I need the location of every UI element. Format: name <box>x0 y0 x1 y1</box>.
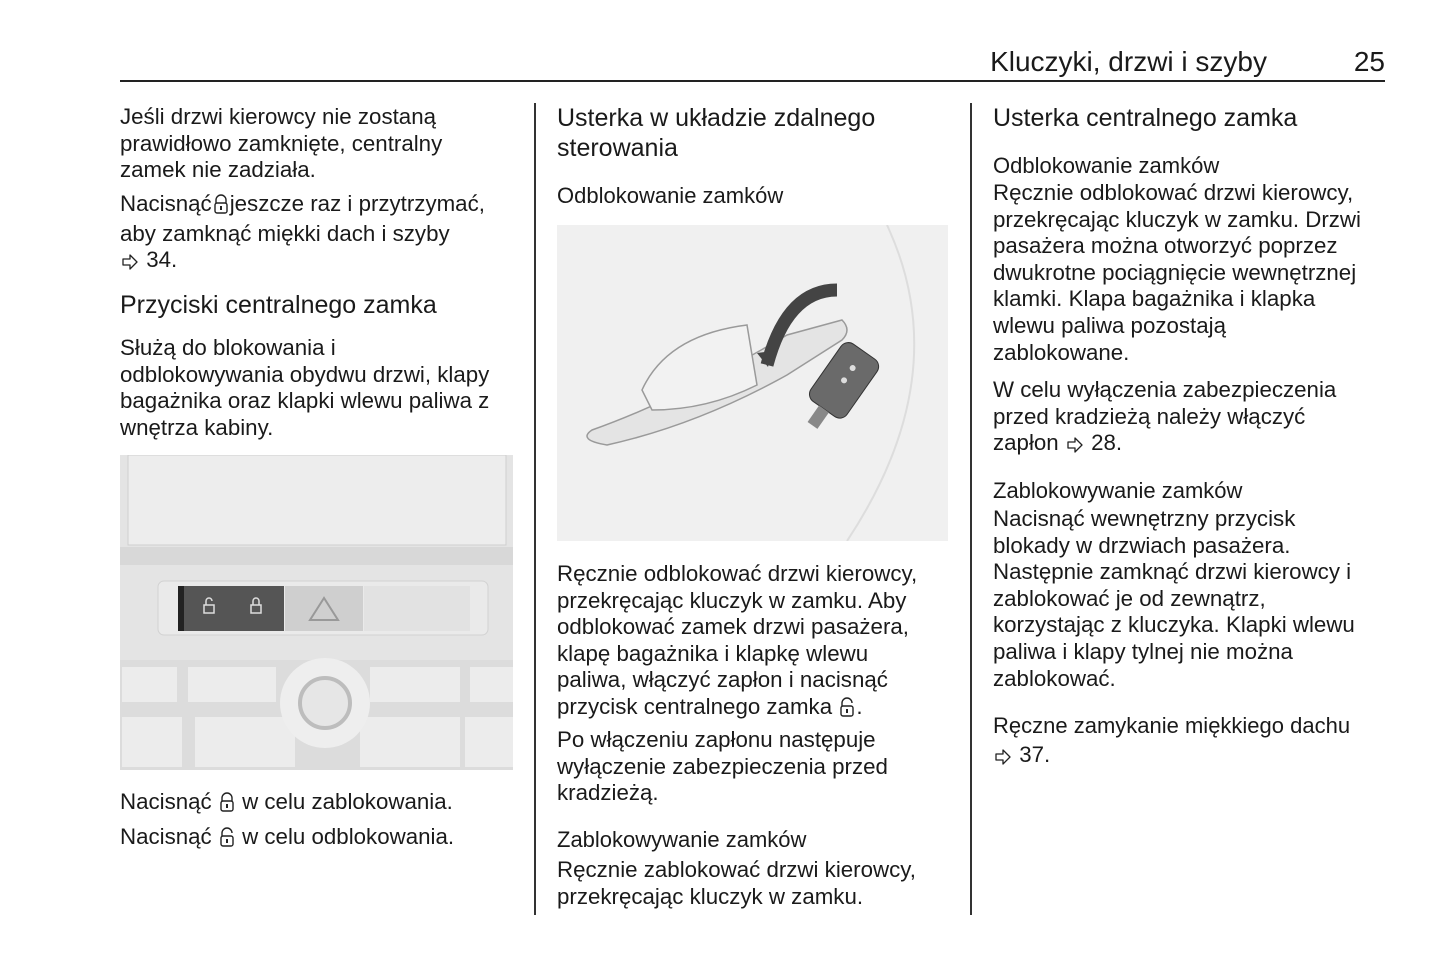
page-reference-arrow-icon <box>122 250 138 277</box>
text-line <box>120 104 442 131</box>
text: przed kradzieżą należy włączyć <box>993 403 1306 429</box>
text-line <box>120 157 442 184</box>
text: odblokować zamek drzwi pasażera, <box>557 614 909 640</box>
text-line <box>120 221 485 248</box>
chapter-title: Kluczyki, drzwi i szyby <box>990 46 1267 77</box>
text: dwukrotne pociągnięcie wewnętrznej <box>993 259 1357 285</box>
text-line <box>557 827 806 853</box>
subsection-heading <box>993 478 1242 504</box>
text-line <box>120 247 485 277</box>
paragraph <box>993 180 1361 366</box>
text-line <box>557 641 917 668</box>
text-line <box>557 183 783 209</box>
page-number: 25 <box>1353 46 1385 77</box>
lock-closed-icon <box>214 194 228 221</box>
text-line <box>120 191 485 221</box>
text-line <box>120 290 437 320</box>
text: Jeśli drzwi kierowcy nie zostaną <box>120 104 436 129</box>
subsection-heading <box>557 827 806 853</box>
text-line <box>993 153 1219 179</box>
text: 34. <box>140 247 178 273</box>
text: Służą do blokowania i <box>120 335 336 360</box>
text: Ręcznie odblokować drzwi kierowcy, <box>993 180 1354 205</box>
text-line <box>993 639 1355 666</box>
subsection-heading <box>557 183 783 209</box>
text: Usterka w układzie zdalnego <box>557 104 876 132</box>
text: Usterka centralnego zamka <box>993 104 1298 132</box>
text: jeszcze raz i przytrzymać, <box>229 191 485 216</box>
text: zablokować. <box>993 665 1116 691</box>
lock-open-icon <box>840 697 854 724</box>
text-line <box>120 131 442 158</box>
text-line <box>993 377 1336 404</box>
text-line <box>993 207 1361 234</box>
text-line <box>993 713 1350 739</box>
text-line <box>557 727 888 754</box>
text: Przyciski centralnego zamka <box>120 291 437 319</box>
text: zamek nie zadziała. <box>120 157 316 183</box>
paragraph <box>993 506 1355 692</box>
page-reference-arrow-icon <box>995 745 1011 772</box>
subsection-heading <box>993 713 1350 739</box>
text-line <box>993 260 1361 287</box>
text-line <box>120 824 454 854</box>
text-line <box>993 103 1297 133</box>
text: przekręcając kluczyk w zamku. Drzwi <box>993 206 1361 232</box>
paragraph <box>120 335 489 441</box>
lock-closed-icon <box>220 792 234 819</box>
text-line <box>557 561 917 588</box>
subsection-heading <box>993 153 1219 179</box>
text: Następnie zamknąć drzwi kierowcy i <box>993 559 1352 585</box>
door-handle-key-illustration <box>557 225 948 541</box>
text: w celu zablokowania. <box>235 789 453 814</box>
paragraph <box>120 191 485 277</box>
text-line <box>557 857 916 884</box>
text: przekręcając kluczyk w zamku. <box>557 883 864 909</box>
text: korzystając z kluczyka. Klapki wlewu <box>993 612 1355 638</box>
text-line <box>993 612 1355 639</box>
text: W celu wyłączenia zabezpieczenia <box>993 377 1337 402</box>
text-line <box>120 362 489 389</box>
text: Zablokowywanie zamków <box>993 478 1243 503</box>
text: 28. <box>1084 430 1123 456</box>
text: Nacisnąć <box>120 789 218 814</box>
text: wyłączenie zabezpieczenia przed <box>557 753 888 779</box>
text: odblokowywania obydwu drzwi, klapy <box>120 361 490 387</box>
paragraph <box>120 789 453 819</box>
text-line <box>993 340 1361 367</box>
text-line <box>993 533 1355 560</box>
text-line <box>993 233 1361 260</box>
text: Nacisnąć <box>120 824 218 849</box>
text: bagażnika oraz klapki wlewu paliwa z <box>120 388 490 414</box>
text-line <box>120 388 489 415</box>
text: wnętrza kabiny. <box>120 414 274 440</box>
text: Nacisnąć wewnętrzny przycisk <box>993 506 1296 531</box>
text-line <box>120 415 489 442</box>
text-line <box>557 884 916 911</box>
text-line <box>557 133 875 163</box>
text-line <box>557 103 875 133</box>
paragraph <box>557 727 888 807</box>
paragraph <box>120 104 442 184</box>
text-line <box>993 404 1336 431</box>
section-heading <box>120 290 437 320</box>
text: Ręczne zamykanie miękkiego dachu <box>993 713 1351 738</box>
text-line <box>993 180 1361 207</box>
text-line <box>557 754 888 781</box>
text: w celu odblokowania. <box>235 824 455 849</box>
page-reference-arrow-icon <box>1067 433 1083 460</box>
header-rule <box>120 80 1385 82</box>
text-line <box>557 780 888 807</box>
paragraph <box>120 824 454 854</box>
text-line <box>993 559 1355 586</box>
text: Po włączeniu zapłonu następuje <box>557 727 876 752</box>
text-line <box>557 588 917 615</box>
text: klapę bagażnika i klapkę wlewu <box>557 640 869 666</box>
text: Zablokowywanie zamków <box>557 827 807 852</box>
text-line <box>557 694 917 724</box>
text: zablokować je od zewnątrz, <box>993 585 1266 611</box>
text-line <box>120 789 453 819</box>
section-heading <box>557 103 875 163</box>
text: kradzieżą. <box>557 780 659 806</box>
paragraph <box>993 377 1336 460</box>
text: przekręcając kluczyk w zamku. Aby <box>557 587 907 613</box>
text: prawidłowo zamknięte, centralny <box>120 130 443 156</box>
text: . <box>856 693 863 719</box>
text: 37. <box>1013 742 1051 767</box>
text: Odblokowanie zamków <box>557 183 784 208</box>
text-line <box>993 666 1355 693</box>
text-line <box>120 335 489 362</box>
text: przycisk centralnego zamka <box>557 693 839 719</box>
text: aby zamknąć miękki dach i szyby <box>120 220 450 246</box>
text: paliwa i klapy tylnej nie można <box>993 638 1293 664</box>
lock-open-icon <box>220 827 234 854</box>
text: wlewu paliwa pozostają <box>993 312 1227 338</box>
text-line <box>993 478 1242 504</box>
text-line <box>993 286 1361 313</box>
text: zablokowane. <box>993 339 1130 365</box>
text: zapłon <box>993 430 1065 456</box>
paragraph <box>993 742 1050 772</box>
text-line <box>993 430 1336 460</box>
text: Ręcznie zablokować drzwi kierowcy, <box>557 857 916 882</box>
text: pasażera można otworzyć poprzez <box>993 233 1338 259</box>
paragraph <box>557 561 917 724</box>
text: blokady w drzwiach pasażera. <box>993 532 1291 558</box>
text-line <box>557 614 917 641</box>
text-line <box>557 667 917 694</box>
text: klamki. Klapa bagażnika i klapka <box>993 286 1316 312</box>
text-line <box>993 742 1050 772</box>
text: sterowania <box>557 134 678 162</box>
text: Ręcznie odblokować drzwi kierowcy, <box>557 561 918 586</box>
column-divider <box>534 103 536 915</box>
dashboard-lock-buttons-illustration <box>120 455 513 770</box>
text-line <box>993 506 1355 533</box>
paragraph <box>557 857 916 910</box>
text-line <box>993 313 1361 340</box>
column-divider <box>970 103 972 915</box>
text: Odblokowanie zamków <box>993 153 1220 178</box>
text: paliwa, włączyć zapłon i nacisnąć <box>557 667 888 693</box>
text: Nacisnąć <box>120 191 212 216</box>
section-heading <box>993 103 1297 133</box>
text-line <box>993 586 1355 613</box>
